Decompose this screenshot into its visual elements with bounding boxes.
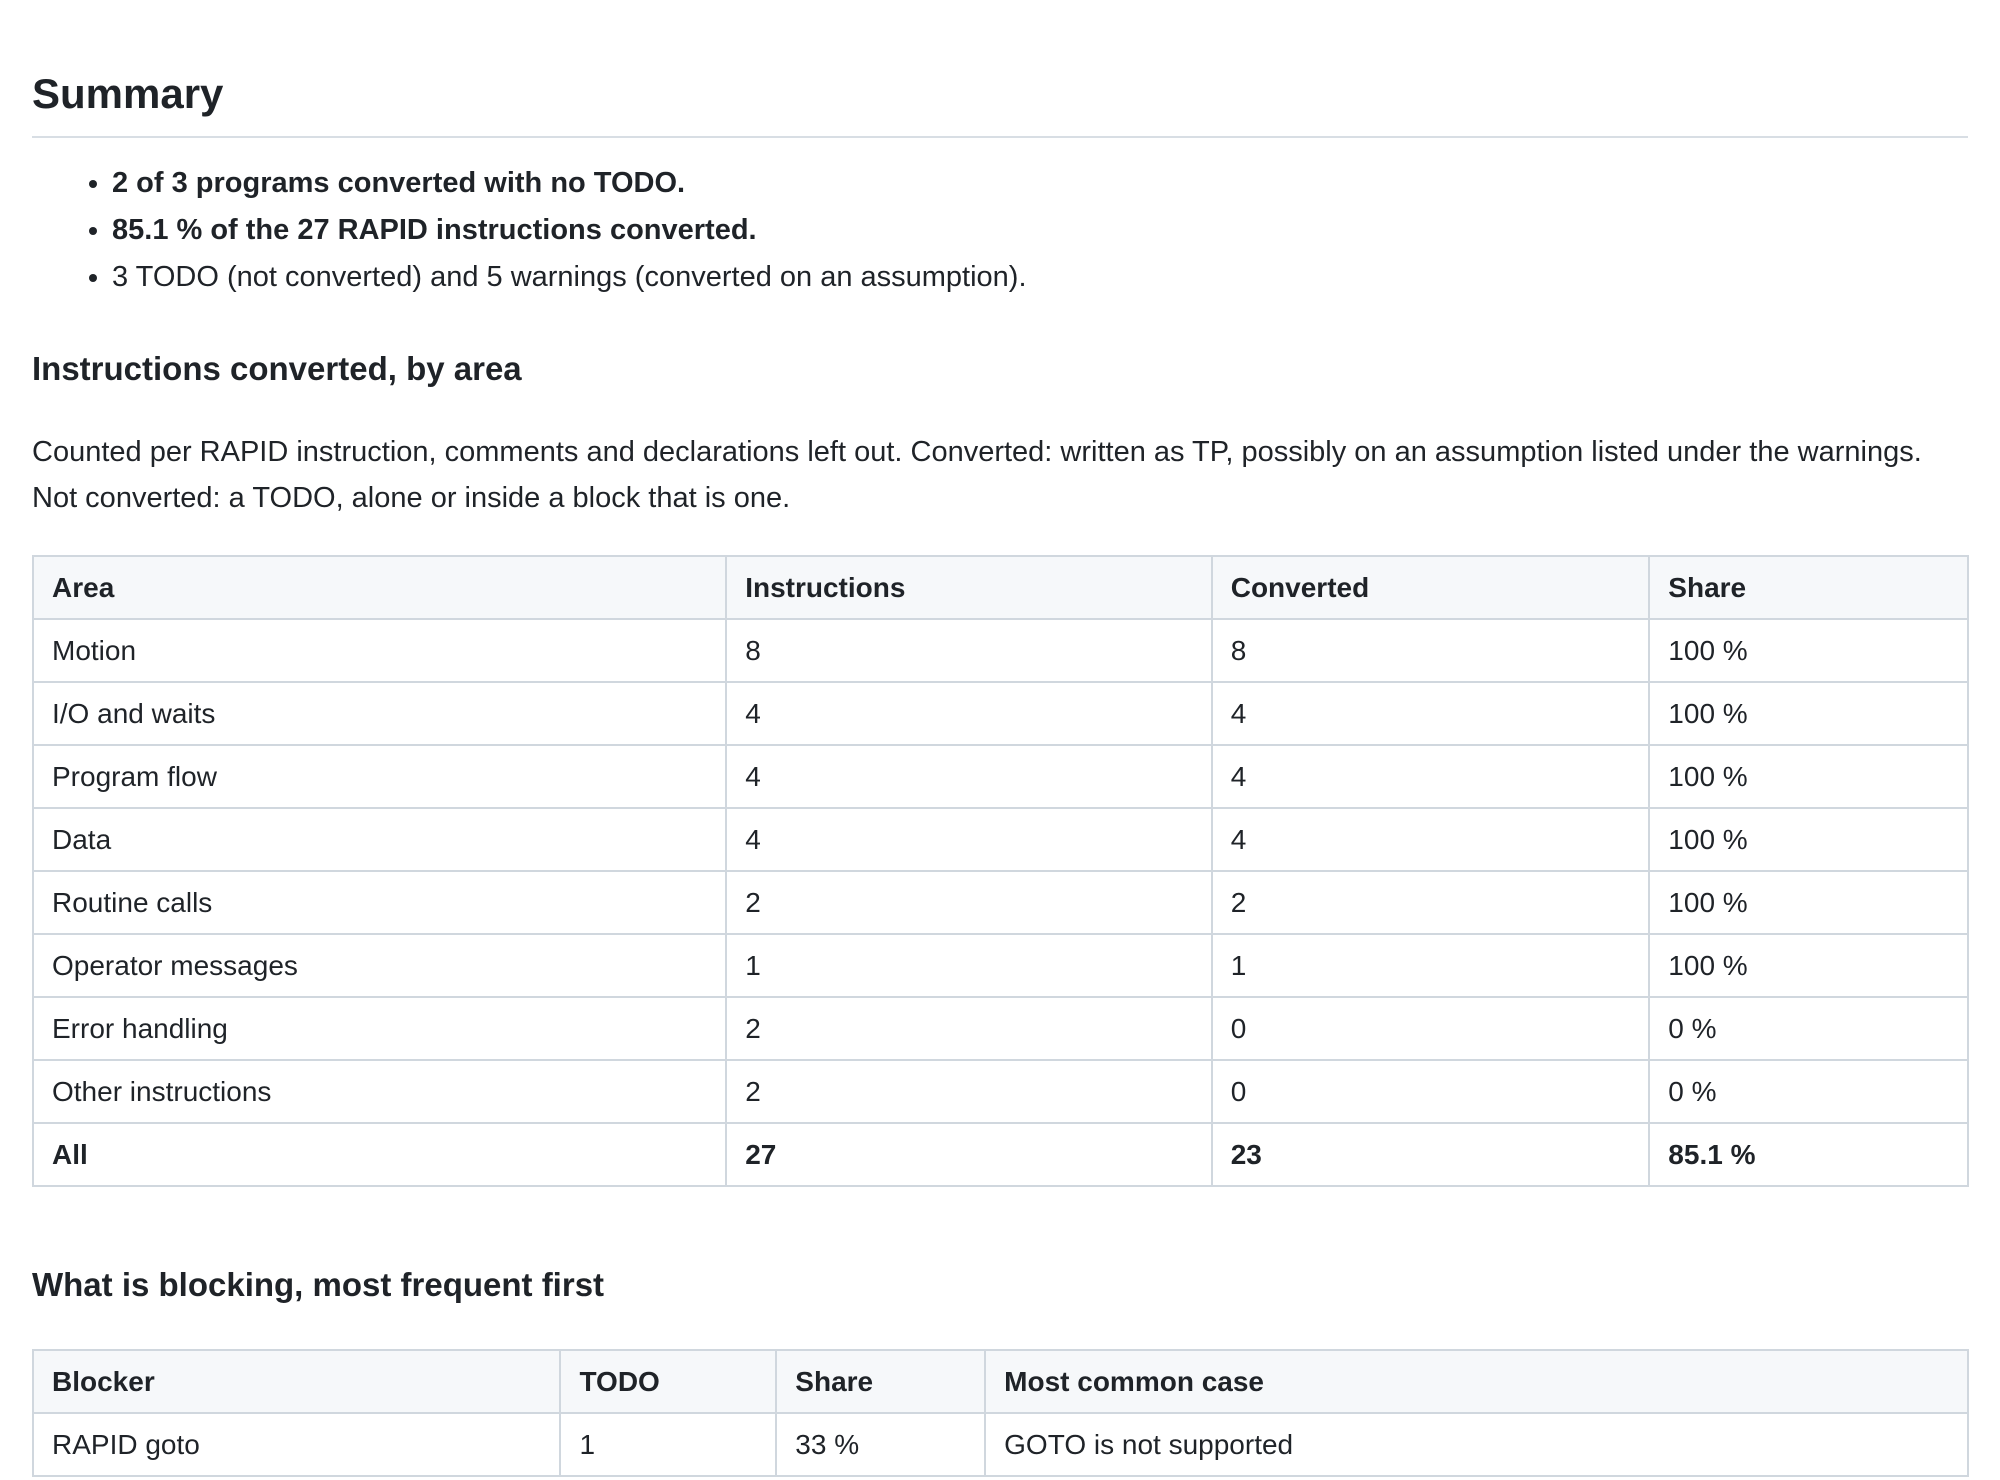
table-header-row (33, 556, 1968, 619)
cell-converted: 1 (1212, 934, 1650, 997)
table-row (33, 745, 1968, 808)
total-share: 85.1 % (1649, 1123, 1968, 1186)
table-header-row (33, 1350, 1968, 1413)
table-row (33, 1413, 1968, 1476)
by-area-description: Counted per RAPID instruction, comments and declarations left out. Converted: written as TP, possibly on an assumption listed under the warnings. Not converted: a TODO, alone or inside a block that is one. (32, 436, 1922, 514)
cell-converted: 4 (1212, 682, 1650, 745)
blocking-heading: What is blocking, most frequent first (32, 1266, 605, 1303)
cell-share: 100 % (1649, 808, 1968, 871)
cell-share: 100 % (1649, 871, 1968, 934)
cell-converted: 2 (1212, 871, 1650, 934)
table-row (33, 619, 1968, 682)
cell-share: 100 % (1649, 745, 1968, 808)
cell-converted: 0 (1212, 1060, 1650, 1123)
total-converted: 23 (1212, 1123, 1650, 1186)
column-header-share: Share (776, 1350, 985, 1413)
cell-area: Routine calls (33, 871, 726, 934)
cell-share: 0 % (1649, 997, 1968, 1060)
cell-most-common-case: GOTO is not supported (985, 1413, 1968, 1476)
column-header-share: Share (1649, 556, 1968, 619)
summary-item-instructions: • 85.1 % of the 27 RAPID instructions converted. (112, 207, 1968, 254)
cell-instructions: 2 (726, 997, 1212, 1060)
column-header-instructions: Instructions (726, 556, 1212, 619)
summary-heading: Summary (32, 0, 1968, 138)
cell-share: 33 % (776, 1413, 985, 1476)
total-area: All (33, 1123, 726, 1186)
cell-instructions: 4 (726, 808, 1212, 871)
cell-todo: 1 (560, 1413, 776, 1476)
cell-area: I/O and waits (33, 682, 726, 745)
cell-area: Operator messages (33, 934, 726, 997)
cell-area: Error handling (33, 997, 726, 1060)
cell-instructions: 1 (726, 934, 1212, 997)
column-header-todo: TODO (560, 1350, 776, 1413)
cell-converted: 4 (1212, 745, 1650, 808)
cell-share: 100 % (1649, 619, 1968, 682)
cell-instructions: 2 (726, 1060, 1212, 1123)
by-area-heading: Instructions converted, by area (32, 350, 522, 387)
cell-share: 0 % (1649, 1060, 1968, 1123)
summary-item-programs: • 2 of 3 programs converted with no TODO. (112, 160, 1968, 207)
cell-converted: 4 (1212, 808, 1650, 871)
column-header-converted: Converted (1212, 556, 1650, 619)
cell-area: Motion (33, 619, 726, 682)
table-row (33, 871, 1968, 934)
table-row (33, 682, 1968, 745)
table-row (33, 997, 1968, 1060)
blocking-table (32, 1349, 1969, 1477)
cell-share: 100 % (1649, 934, 1968, 997)
cell-area: Other instructions (33, 1060, 726, 1123)
total-instructions: 27 (726, 1123, 1212, 1186)
cell-instructions: 2 (726, 871, 1212, 934)
cell-converted: 8 (1212, 619, 1650, 682)
table-row (33, 1060, 1968, 1123)
cell-area: Data (33, 808, 726, 871)
column-header-area: Area (33, 556, 726, 619)
cell-area: Program flow (33, 745, 726, 808)
cell-converted: 0 (1212, 997, 1650, 1060)
cell-instructions: 4 (726, 682, 1212, 745)
column-header-blocker: Blocker (33, 1350, 560, 1413)
table-total-row (33, 1123, 1968, 1186)
by-area-table (32, 555, 1969, 1187)
summary-list (32, 160, 1968, 301)
column-header-most-common-case: Most common case (985, 1350, 1968, 1413)
cell-instructions: 8 (726, 619, 1212, 682)
cell-instructions: 4 (726, 745, 1212, 808)
cell-blocker: RAPID goto (33, 1413, 560, 1476)
summary-item-todo-warnings: • 3 TODO (not converted) and 5 warnings (converted on an assumption). (112, 254, 1968, 301)
cell-share: 100 % (1649, 682, 1968, 745)
table-row (33, 934, 1968, 997)
table-row (33, 808, 1968, 871)
